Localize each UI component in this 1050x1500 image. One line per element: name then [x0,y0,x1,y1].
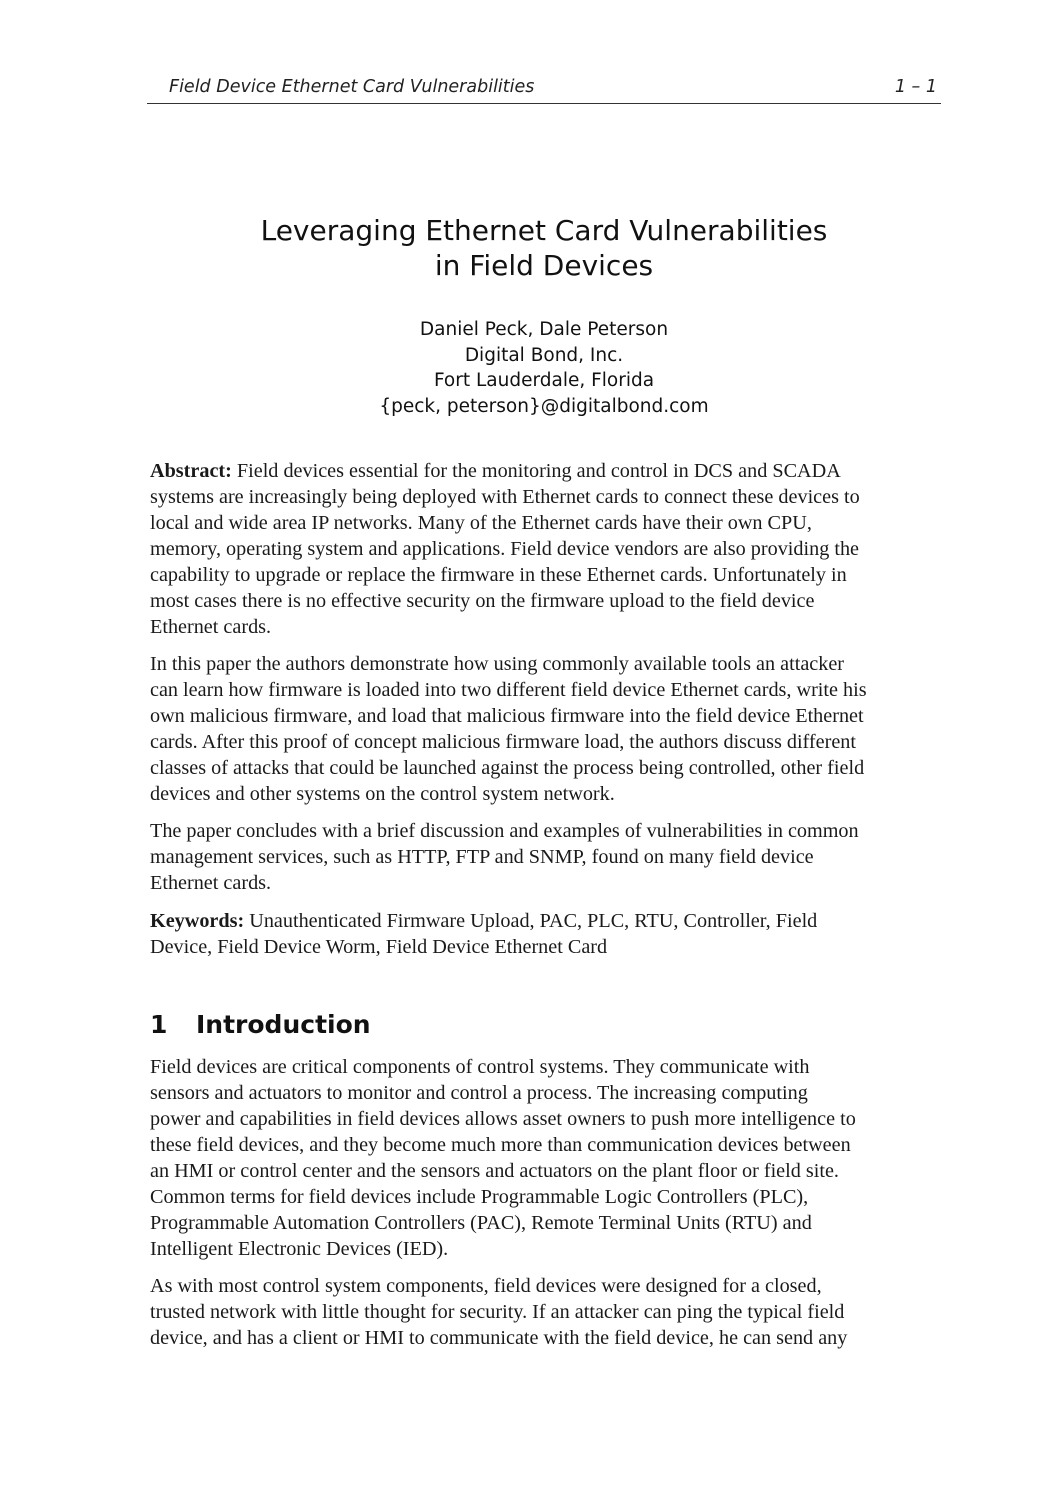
text-line: local and wide area IP networks. Many of the Ethernet cards have their own CPU, [150,512,812,534]
text-line: sensors and actuators to monitor and control a process. The increasing computing [150,1082,808,1104]
text-line: Abstract: Field devices essential for the monitoring and control in DCS and SCADA [150,460,841,482]
author-names: Daniel Peck, Dale Peterson [419,319,669,340]
keywords-paragraph [150,908,950,960]
text-line: Ethernet cards. [150,872,272,894]
title-line-1: Leveraging Ethernet Card Vulnerabilities [260,214,828,247]
author-location: Fort Lauderdale, Florida [433,370,655,391]
text-line: Device, Field Device Worm, Field Device Ethernet Card [150,936,608,958]
text-line: own malicious firmware, and load that malicious firmware into the field device Ethernet [150,705,864,727]
text-line: device, and has a client or HMI to communicate with the field device, he can send any [150,1327,848,1349]
keywords-label: Keywords: [150,910,245,932]
section-number: 1 [150,1010,168,1039]
text-line: Intelligent Electronic Devices (IED). [150,1238,449,1260]
abstract-label: Abstract: [150,460,232,482]
text-line: Field devices are critical components of control systems. They communicate with [150,1056,810,1078]
text-line: most cases there is no effective security on the firmware upload to the field device [150,590,815,612]
text-line: devices and other systems on the control system network. [150,783,615,805]
text-line: cards. After this proof of concept malicious firmware load, the authors discuss different [150,731,856,753]
text-line: Keywords: Unauthenticated Firmware Upload, PAC, PLC, RTU, Controller, Field [150,910,818,932]
text-line: management services, such as HTTP, FTP and SNMP, found on many field device [150,846,814,868]
intro-paragraph-1 [150,1054,950,1262]
text-line: In this paper the authors demonstrate how using commonly available tools an attacker [150,653,845,675]
title-line-2: in Field Devices [434,249,654,282]
text-line: classes of attacks that could be launched against the process being controlled, other field [150,757,865,779]
section-title: Introduction [196,1010,371,1039]
author-email: {peck, peterson}@digitalbond.com [379,395,709,417]
text-line: As with most control system components, field devices were designed for a closed, [150,1275,822,1297]
text-line: trusted network with little thought for security. If an attacker can ping the typical field [150,1301,845,1323]
page-number: 1 – 1 [894,77,937,97]
abstract-paragraph-2 [150,651,950,807]
text-line: memory, operating system and applications. Field device vendors are also providing the [150,538,859,560]
text-line: capability to upgrade or replace the firmware in these Ethernet cards. Unfortunately in [150,564,847,586]
abstract-paragraph-1 [150,458,950,640]
text-line: Ethernet cards. [150,616,272,638]
running-title: Field Device Ethernet Card Vulnerabilities [169,77,535,97]
paper-title [150,213,938,283]
author-block [150,317,938,419]
running-header [147,75,941,104]
abstract-paragraph-3 [150,818,950,896]
intro-paragraph-2 [150,1273,950,1351]
text-line: The paper concludes with a brief discussion and examples of vulnerabilities in common [150,820,859,842]
text-line: systems are increasingly being deployed with Ethernet cards to connect these devices to [150,486,860,508]
text-line: an HMI or control center and the sensors and actuators on the plant floor or field site. [150,1160,839,1182]
text-line: power and capabilities in field devices allows asset owners to push more intelligence to [150,1108,856,1130]
author-affiliation: Digital Bond, Inc. [464,344,624,366]
text-line: can learn how firmware is loaded into two different field device Ethernet cards, write his [150,679,867,701]
text-line: Common terms for field devices include Programmable Logic Controllers (PLC), [150,1186,809,1208]
text-line: Programmable Automation Controllers (PAC), Remote Terminal Units (RTU) and [150,1212,812,1234]
text-line: these field devices, and they become much more than communication devices between [150,1134,851,1156]
section-heading [150,1010,371,1039]
